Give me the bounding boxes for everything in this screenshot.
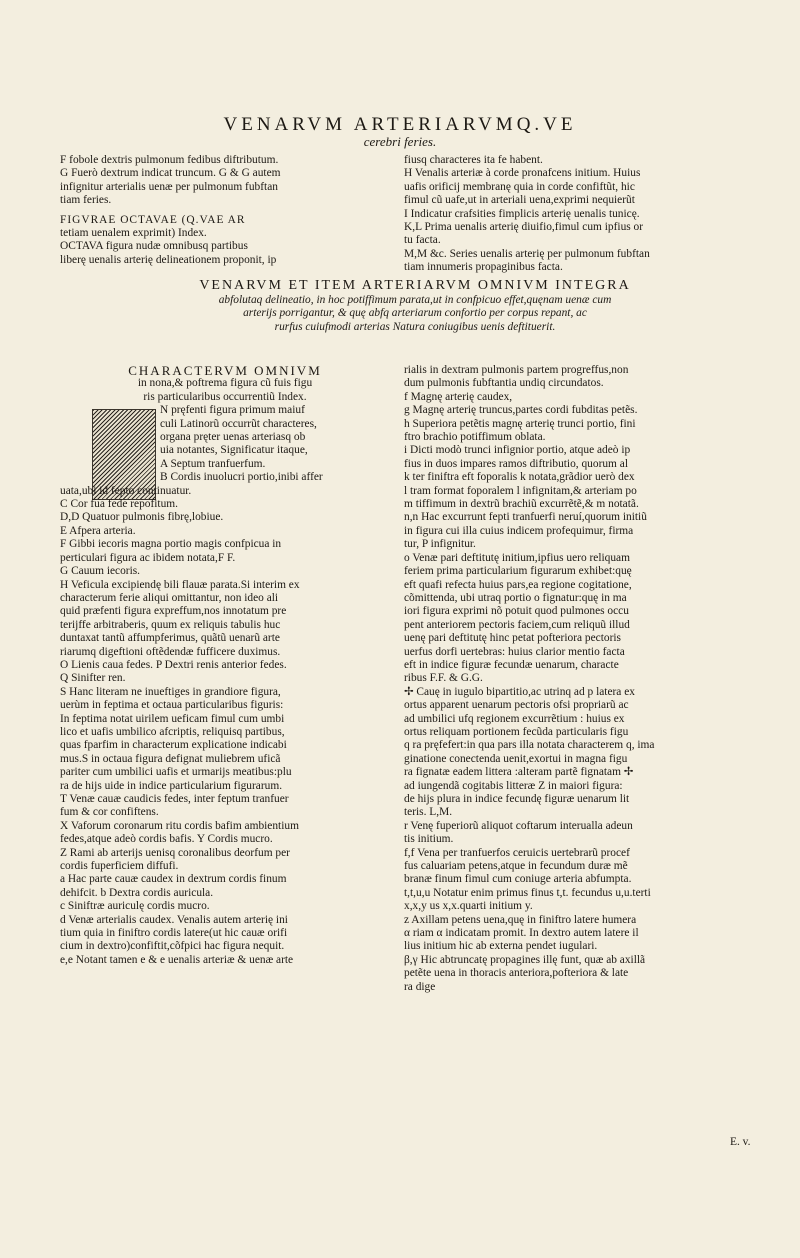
- index-line: mus.S in octaua figura defignat muliebrem uficã: [60, 752, 281, 765]
- index-line: l tram format foporalem l infignitam,& arteriam po: [404, 484, 637, 497]
- index-line: T Venæ cauæ caudicis fedes, inter feptum tranfuer: [60, 793, 289, 805]
- index-line: c Siniftræ auriculę cordis mucro.: [60, 900, 210, 913]
- index-line: q ra pręfefert:in qua pars illa notata characterem q, ima: [404, 739, 655, 752]
- index-line: duntaxat tantũ affumpferimus, quãtũ uenarũ arte: [60, 632, 280, 645]
- index-line: uata,ubi id fepto continuatur.: [60, 484, 192, 497]
- index-line: B Cordis inuolucri portio,inibi affer: [160, 471, 323, 484]
- text-line: I Indicatur crafsities fimplicis arterię uenalis tunicę.: [404, 207, 640, 220]
- index-line: branæ finum fimul cum coniuge arteria abfumpta.: [404, 873, 632, 886]
- index-line: h Superiora petẽtis magnę arterię trunci portio, fini: [404, 417, 636, 430]
- index-line: In feptima notat uirilem ueficam fimul cum umbi: [60, 712, 285, 725]
- bottom-right-column: [404, 364, 769, 994]
- index-line: de hijs plura in indice fecundę figuræ uenarum lit: [404, 793, 630, 805]
- index-line: n,n Hac excurrunt fepti tranfuerfi neruí,quorum initiũ: [404, 511, 647, 524]
- text-line: liberę uenalis arterię delineationem proponit, ip: [60, 253, 277, 266]
- index-line: cordis fuperficiem diffufi.: [60, 860, 179, 873]
- index-line: C Cor fua fede repofitum.: [60, 498, 178, 511]
- index-line: feriem prima particularium figurarum exhibet:quę: [404, 565, 632, 578]
- index-line: i Dicti modò trunci infignior portio, atque adeò ip: [404, 444, 631, 457]
- text-line: M,M &c. Series uenalis arterię per pulmonum fubftan: [404, 247, 650, 260]
- text-line: H Venalis arteriæ à corde pronafcens initium. Huius: [404, 167, 641, 180]
- index-line: ortus reliquam portionem fecũda particularis figu: [404, 725, 629, 738]
- section-heading: FIGVRAE OCTAVAE (Q.VAE AR: [60, 213, 246, 226]
- index-line: fedes,atque adeò cordis bafis. Y Cordis mucro.: [60, 833, 273, 846]
- index-line: eft quafi refecta huius pars,ea regione cogitatione,: [404, 578, 632, 591]
- index-line: X Vaforum coronarum ritu cordis bafim ambientium: [60, 819, 299, 832]
- bottom-left-column: [60, 364, 390, 967]
- index-line: z Axillam petens uena,quę in finiftro latere humera: [404, 913, 637, 926]
- index-line: ad umbilici ufq regionem excurrẽtium : huius ex: [404, 712, 625, 725]
- text-line: uafis orificij membranę quia in corde confiftũt, hic: [404, 180, 635, 193]
- index-line: N pręfenti figura primum maiuf: [160, 404, 305, 417]
- index-line: ftro brachio potiffimum oblata.: [404, 431, 546, 444]
- index-line: organa pręter uenas arteriasq ob: [160, 431, 306, 444]
- index-line: O Lienis caua fedes. P Dextri renis anterior fedes.: [60, 658, 287, 671]
- index-line: g Magnę arterię truncus,partes cordi fubditas petẽs.: [404, 404, 638, 417]
- index-line: characterum ferie aliqui omittantur, non ideo ali: [60, 591, 279, 604]
- index-line: uenę pari deftitutę hinc petat pofteriora pectoris: [404, 632, 621, 645]
- index-line: petẽte uena in thoracis anteriora,pofteriora & late: [404, 967, 629, 980]
- text-line: ris particularibus occurrentiũ Index.: [143, 390, 307, 403]
- index-line: pent anteriorem pectoris faciem,cum reliquũ illud: [404, 618, 630, 631]
- index-line: x,x,y us x,x.quarti initium y.: [404, 900, 533, 913]
- index-line: α riam α indicatam promit. In dextro autem latere il: [404, 927, 639, 940]
- index-line: H Veficula excipiendę bili flauæ parata.Si interim ex: [60, 578, 300, 591]
- middle-section: [60, 278, 770, 334]
- index-line: culi Latinorũ occurrũt characteres,: [160, 417, 317, 430]
- index-line: k ter finiftra eft foporalis k notata,grãdior uerò dex: [404, 471, 635, 484]
- text-line: OCTAVA figura nudæ omnibusq partibus: [60, 240, 248, 253]
- index-line: uerfus dorfi uertebras: huius clarior mentio facta: [404, 645, 625, 658]
- index-line: perticulari figura ac ibidem notata,F F.: [60, 551, 236, 564]
- text-line: arterijs porrigantur, & quę abfq arteriarum confortio per corpus repant, ac: [243, 307, 587, 320]
- top-left-column: [60, 154, 390, 267]
- index-line: dum pulmonis fubftantia undiq circundatos.: [404, 377, 604, 390]
- index-line: tur, P infignitur.: [404, 538, 476, 551]
- index-line: ra dige: [404, 980, 436, 993]
- text-line: G Fuerò dextrum indicat truncum. G & G autem: [60, 167, 281, 180]
- index-line: uerùm in feptima et octaua particularibus figuris:: [60, 699, 284, 712]
- signature-mark: E. v.: [730, 1136, 751, 1148]
- index-line: terijffe arbitraberis, quum ex reliquis tabulis huc: [60, 618, 281, 631]
- index-line: cõmittenda, ubi utraq portio o fignatur:quę in ma: [404, 591, 627, 604]
- index-line: lius initium hic ab externa pendet iugulari.: [404, 940, 598, 953]
- index-line: ✢ Cauę in iugulo bipartitio,ac utrinq ad p latera ex: [404, 685, 635, 698]
- index-line: f Magnę arterię caudex,: [404, 390, 513, 403]
- page-title: VENARVM ARTERIARVMQ.VE: [223, 114, 577, 135]
- index-line: Z Rami ab arterijs uenisq coronalibus deorfum per: [60, 846, 290, 859]
- index-line: iori figura exprimi nõ potuit quod pulmones occu: [404, 605, 629, 618]
- text-line: tu facta.: [404, 234, 441, 247]
- text-line: fimul cũ uafe,ut in arteriali uena,exprimi nequierũt: [404, 194, 635, 207]
- index-line: S Hanc literam ne inueftiges in grandiore figura,: [60, 685, 281, 698]
- top-right-column: [404, 154, 769, 275]
- index-line: ribus F.F. & G.G.: [404, 672, 483, 685]
- text-line: infignitur arterialis uenæ per pulmonum fubftan: [60, 180, 278, 193]
- index-line: riarumq digeftioni oftẽdendæ fufficere duximus.: [60, 645, 281, 658]
- text-line: tiam innumeris propaginibus facta.: [404, 261, 563, 274]
- index-line: teris. L,M.: [404, 806, 453, 819]
- index-line: m tiffimum in dextrũ brachiũ excurrẽtẽ,& m notatã.: [404, 498, 639, 511]
- index-line: fius in duos impares ramos diftributio, quorum al: [404, 457, 628, 470]
- index-line: ra fignatæ eadem littera :alteram partẽ fignatam ✢: [404, 766, 634, 779]
- index-line: β,γ Hic abtruncatę propagines illę funt, quæ ab axillã: [404, 953, 646, 966]
- index-line: r Venę fuperiorũ aliquot coftarum interualla adeun: [404, 819, 633, 832]
- index-line: ginatione conectenda uenit,exortui in magna figu: [404, 752, 628, 765]
- index-line: E Afpera arteria.: [60, 524, 136, 537]
- page-subtitle: cerebri feries.: [363, 134, 437, 149]
- index-line: ra de hijs uide in indice particularium figurarum.: [60, 779, 283, 792]
- index-line: quid præfenti figura expreffum,nos innotatum pre: [60, 605, 287, 618]
- index-line: cium in dextro)confiftit,cõfpici hac figura nequit.: [60, 940, 285, 953]
- index-line: fus caluariam petens,atque in fecundum duræ mẽ: [404, 860, 628, 873]
- index-line: F Gibbi iecoris magna portio magis confpicua in: [60, 538, 282, 551]
- index-line: D,D Quatuor pulmonis fibrę,lobiue.: [60, 511, 224, 524]
- index-line: rialis in dextram pulmonis partem progreffus,non: [404, 364, 629, 376]
- text-line: F fobole dextris pulmonum fedibus diftributum.: [60, 154, 279, 166]
- index-line: tis initium.: [404, 833, 454, 846]
- index-line: ad iungendã cogitabis litteræ Z in maiori figura:: [404, 779, 623, 792]
- index-line: f,f Vena per tranfuerfos ceruicis uertebrarũ procef: [404, 846, 630, 859]
- index-line: lico et uafis umbilico afcriptis, reliquisq partibus,: [60, 725, 285, 738]
- text-line: tiam feries.: [60, 194, 112, 207]
- index-line: A Septum tranfuerfum.: [160, 457, 266, 470]
- index-line: eft in indice figuræ fecundæ uenarum, characte: [404, 658, 619, 671]
- text-line: K,L Prima uenalis arterię diuifio,fimul cum ipfius or: [404, 221, 644, 234]
- index-line: a Hac parte cauæ caudex in dextrum cordis finum: [60, 873, 287, 886]
- index-line: o Venæ pari deftitutę initium,ipfius uero reliquam: [404, 551, 630, 564]
- index-line: uia notantes, Significatur itaque,: [160, 444, 308, 457]
- index-line: Q Sinifter ren.: [60, 672, 126, 685]
- index-line: quas fparfim in characterum explicatione indicabi: [60, 739, 287, 752]
- text-line: rurfus cuiufmodi arterias Natura coniugibus uenis deftituerit.: [274, 320, 556, 333]
- text-line: fiusq characteres ita fe habent.: [404, 154, 543, 166]
- index-line: dehifcit. b Dextra cordis auricula.: [60, 886, 214, 899]
- text-line: tetiam uenalem exprimit) Index.: [60, 227, 207, 240]
- index-line: d Venæ arterialis caudex. Venalis autem arterię ini: [60, 913, 288, 926]
- index-line: fum & cor confiftens.: [60, 806, 159, 819]
- index-line: e,e Notant tamen e & e uenalis arteriæ & uenæ arte: [60, 953, 294, 966]
- section-heading: CHARACTERVM OMNIVM: [128, 363, 322, 378]
- index-line: ortus apparent uenarum pectoris ofsi propriarũ ac: [404, 699, 629, 712]
- index-line: pariter cum umbilici uafis et urmarijs meatibus:plu: [60, 766, 292, 779]
- text-line: abfolutaq delineatio, in hoc potiffimum parata,ut in confpicuo effet,quęnam uenæ cum: [218, 294, 612, 306]
- text-line: in nona,& poftrema figura cũ fuis figu: [137, 377, 313, 390]
- index-line: in figura cui illa cuius indicem profequimur, firma: [404, 524, 634, 537]
- section-heading: VENARVM ET ITEM ARTERIARVM OMNIVM INTEGRA: [199, 278, 631, 293]
- index-line: G Cauum iecoris.: [60, 565, 141, 578]
- index-line: t,t,u,u Notatur enim primus finus t,t. fecundus u,u.terti: [404, 886, 651, 899]
- index-line: tium quia in finiftro cordis latere(ut hic cauæ orifi: [60, 927, 288, 940]
